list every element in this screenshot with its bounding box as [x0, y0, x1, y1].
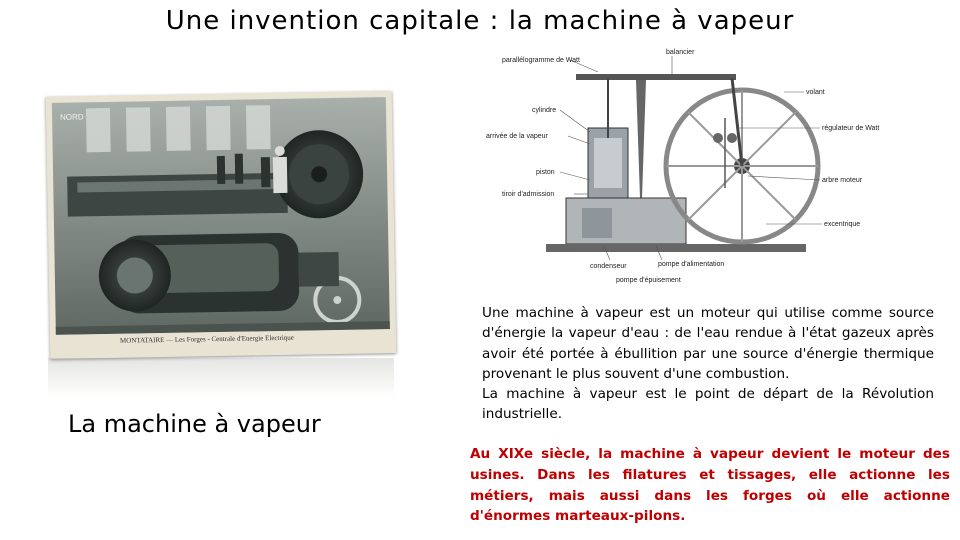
label-cylindre: cylindre: [532, 107, 557, 114]
label-arrivee: arrivée de la vapeur: [486, 133, 548, 140]
slide-title: Une invention capitale : la machine à vapeur: [165, 6, 795, 36]
description-text: [482, 303, 934, 425]
highlight-paragraph: Au XIXe siècle, la machine à vapeur devient le moteur des usines. Dans les filatures et tissages, elle actionne les métiers, mais aussi dans les forges où elle actionne d'énormes marteaux-pilons.: [470, 446, 950, 525]
label-balancier: balancier: [666, 49, 695, 56]
photo-legend: MONTATAIRE — Les Forges - Centrale d'Energie Electrique: [119, 333, 294, 345]
description-paragraph-2: La machine à vapeur est le point de départ de la Révolution industrielle.: [482, 386, 934, 423]
photo-reflection: [48, 358, 394, 398]
label-excentrique: excentrique: [824, 221, 861, 228]
label-regulateur: régulateur de Watt: [822, 125, 880, 132]
label-condenseur: condenseur: [590, 263, 627, 270]
description-paragraph-1: Une machine à vapeur est un moteur qui utilise comme source d'énergie la vapeur d'eau : de l'eau rendue à l'état gazeux après avoir été portée à ébullition par une source d'énergie thermique provenant le plus souvent d'une combustion.: [482, 305, 934, 382]
photo-stamp: NORD: [60, 112, 84, 122]
label-arbre: arbre moteur: [822, 177, 863, 184]
label-pompe-alimentation: pompe d'alimentation: [658, 261, 725, 268]
label-volant: volant: [806, 89, 825, 96]
steam-engine-factory-photo: [46, 91, 397, 359]
label-piston: piston: [536, 169, 555, 176]
label-tiroir: tiroir d'admission: [502, 191, 555, 198]
label-parallelogramme: parallélogramme de Watt: [502, 57, 580, 64]
photo-caption: La machine à vapeur: [68, 410, 321, 438]
label-pompe-epuisement: pompe d'épuisement: [616, 277, 681, 284]
watt-engine-diagram: [486, 48, 906, 288]
postcard-photo: [46, 91, 397, 359]
